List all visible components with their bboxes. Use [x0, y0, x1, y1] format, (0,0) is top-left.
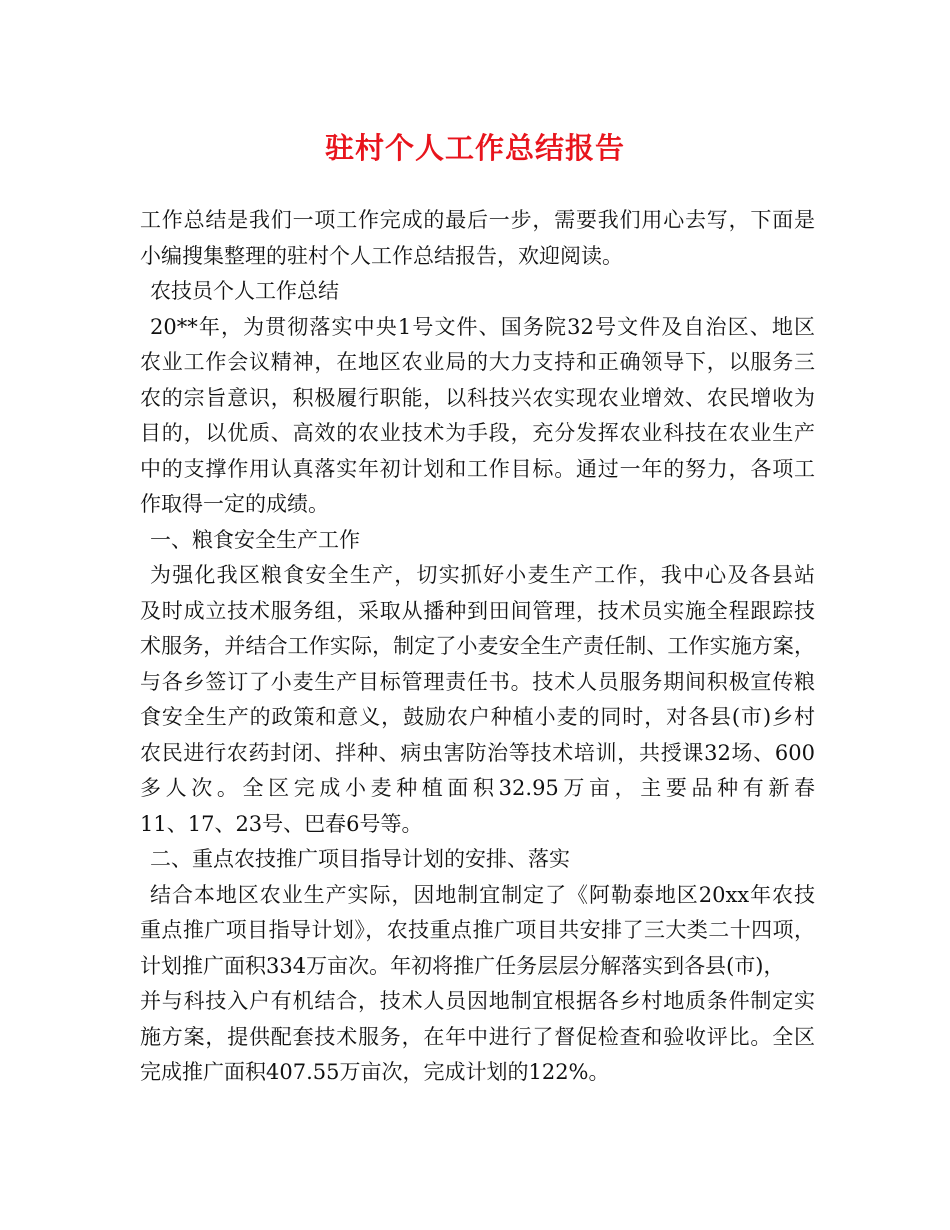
text-line: 工作总结是我们一项工作完成的最后一步，需要我们用心去写，下面是 — [140, 208, 815, 232]
text-line: 食安全生产的政策和意义，鼓励农户种植小麦的同时，对各县(市)乡村 — [140, 705, 815, 729]
text-line: 并与科技入户有机结合，技术人员因地制宜根据各乡村地质条件制定实 — [140, 989, 815, 1013]
text-line: 完成推广面积407.55万亩次，完成计划的122%。 — [140, 1060, 610, 1084]
text-line: 及时成立技术服务组，采取从播种到田间管理，技术员实施全程跟踪技 — [140, 598, 815, 623]
text-line: 20**年，为贯彻落实中央1号文件、国务院32号文件及自治区、地区 — [150, 314, 815, 339]
text-line: 计划推广面积334万亩次。年初将推广任务层层分解落实到各县(市)， — [140, 953, 785, 978]
text-line: 目的，以优质、高效的农业技术为手段，充分发挥农业科技在农业生产 — [140, 421, 815, 445]
section-heading: 一、粮食安全生产工作 — [150, 527, 360, 552]
text-line: 为强化我区粮食安全生产，切实抓好小麦生产工作，我中心及各县站 — [150, 563, 815, 587]
text-line: 农民进行农药封闭、拌种、病虫害防治等技术培训，共授课32场、600 — [140, 740, 815, 765]
text-line: 与各乡签订了小麦生产目标管理责任书。技术人员服务期间积极宣传粮 — [140, 669, 815, 694]
section-heading: 二、重点农技推广项目指导计划的安排、落实 — [150, 847, 570, 871]
text-line: 作取得一定的成绩。 — [140, 492, 329, 516]
document-body — [140, 203, 815, 1091]
text-line: 施方案，提供配套技术服务，在年中进行了督促检查和验收评比。全区 — [140, 1024, 815, 1049]
text-line: 术服务，并结合工作实际，制定了小麦安全生产责任制、工作实施方案， — [140, 634, 815, 658]
text-line: 农业工作会议精神，在地区农业局的大力支持和正确领导下，以服务三 — [140, 350, 815, 374]
text-line: 11、17、23号、巴春6号等。 — [140, 811, 423, 836]
text-line: 农的宗旨意识，积极履行职能，以科技兴农实现农业增效、农民增收为 — [140, 385, 815, 410]
text-line: 结合本地区农业生产实际，因地制宜制定了《阿勒泰地区20xx年农技 — [150, 882, 815, 907]
section-heading: 农技员个人工作总结 — [150, 279, 339, 303]
text-line: 小编搜集整理的驻村个人工作总结报告，欢迎阅读。 — [140, 243, 623, 268]
document-title: 驻村个人工作总结报告 — [324, 131, 625, 165]
text-line: 重点推广项目指导计划》，农技重点推广项目共安排了三大类二十四项， — [140, 918, 815, 942]
text-line: 中的支撑作用认真落实年初计划和工作目标。通过一年的努力，各项工 — [140, 456, 815, 481]
text-line: 多人次。全区完成小麦种植面积32.95万亩，主要品种有新春 — [140, 776, 815, 800]
